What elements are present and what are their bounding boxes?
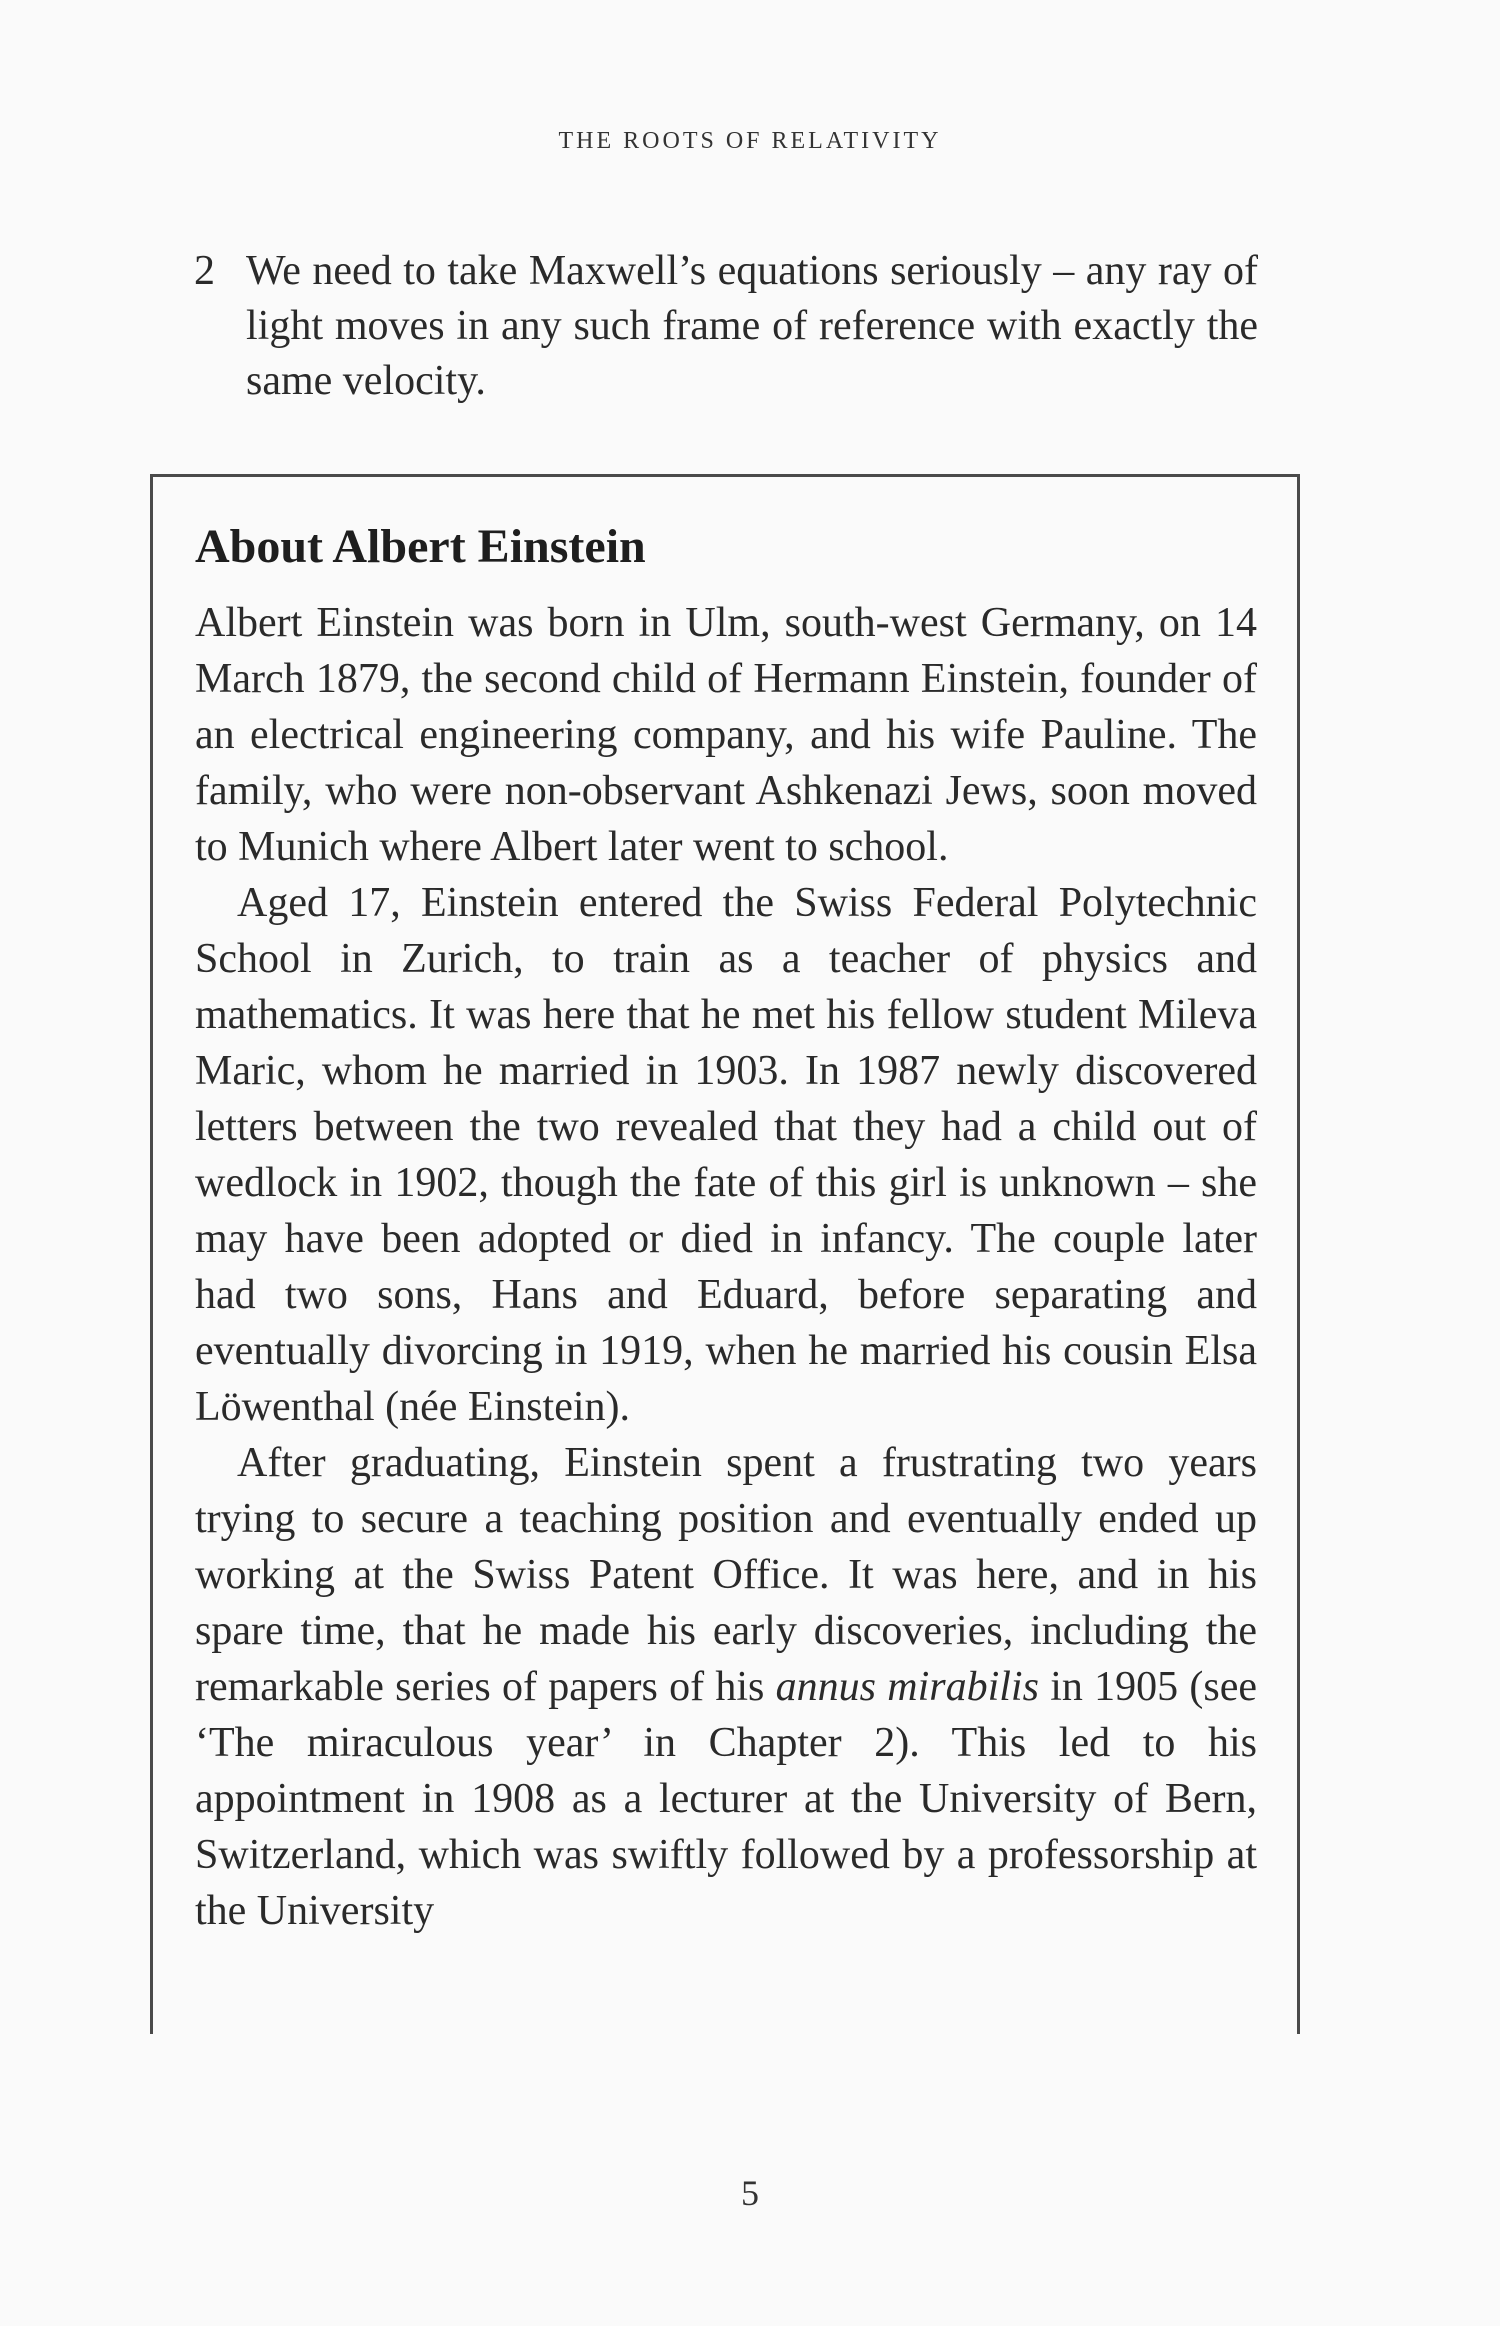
italic-phrase: annus mirabilis bbox=[775, 1664, 1039, 1710]
box-paragraph-2: Aged 17, Einstein entered the Swiss Federal Polytechnic School in Zurich, to train as a teacher of physics and mathematics. It was here that he met his fellow student Mileva Maric, whom he married in 1903. In 1987 newly discovered letters between the two revealed that they had a child out of wedlock in 1902, though the fate of this girl is unknown – she may have been adopted or died in infancy. The couple later had two sons, Hans and Eduard, before separating and eventually divorcing in 1919, when he married his cousin Elsa Löwenthal (née Einstein). bbox=[195, 880, 1257, 1430]
list-item-number: 2 bbox=[194, 248, 215, 294]
box-body bbox=[195, 595, 1257, 1939]
numbered-list-item bbox=[194, 244, 1258, 409]
sidebar-box bbox=[150, 474, 1300, 2034]
box-paragraph-1: Albert Einstein was born in Ulm, south-west Germany, on 14 March 1879, the second child of Hermann Einstein, founder of an electrical engineering company, and his wife Pauline. The family, who were non-observant Ashkenazi Jews, soon moved to Munich where Albert later went to school. bbox=[195, 600, 1257, 870]
paragraph-3-text-start: After graduating, Einstein spent a frustrating two years trying to secure a teaching position and eventually ended up working at the Swiss Patent Office. It was here, and in his spare time, that he made his early discoveries, including the remarkable series of papers of his bbox=[195, 1440, 1257, 1710]
box-heading: About Albert Einstein bbox=[195, 520, 646, 573]
running-head: THE ROOTS OF RELATIVITY bbox=[558, 128, 942, 154]
paragraph-3-text-end: in 1905 (see ‘The miraculous year’ in Chapter 2). This led to his appointment in 1908 as a lecturer at the University of Bern, Switzerland, which was swiftly followed by a professorship at the University bbox=[195, 1664, 1257, 1934]
box-paragraph-3 bbox=[195, 1435, 1257, 1939]
list-item-text: We need to take Maxwell’s equations seriously – any ray of light moves in any such frame of reference with exactly the same velocity. bbox=[246, 248, 1258, 404]
page-number: 5 bbox=[741, 2173, 759, 2213]
